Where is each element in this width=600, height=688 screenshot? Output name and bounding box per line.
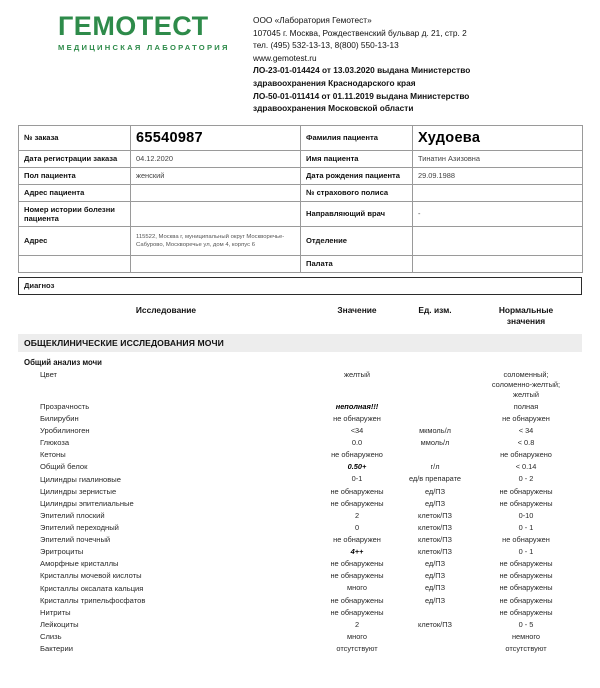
department-label: Отделение xyxy=(301,226,413,255)
result-normal-range: 0 - 2 xyxy=(518,474,534,484)
result-unit xyxy=(400,368,470,400)
result-row xyxy=(18,473,582,485)
brand-name: ГЕМОТЕСТ xyxy=(58,11,209,41)
brand-tagline: МЕДИЦИНСКАЯ ЛАБОРАТОРИЯ xyxy=(58,43,230,53)
first-name-value: Тинатин Азизовна xyxy=(413,150,583,167)
result-normal-range: соломенный; соломенно-желтый; желтый xyxy=(491,369,561,399)
result-test-name: Бактерии xyxy=(40,644,73,654)
result-normal-range: 0 - 1 xyxy=(518,522,534,532)
reg-date-label: Дата регистрации заказа xyxy=(19,150,131,167)
result-normal-range: не обнаружены xyxy=(499,498,553,508)
result-unit: ед/ПЗ xyxy=(424,583,446,593)
org-website: www.gemotest.ru xyxy=(253,52,317,63)
birth-date-value: 29.09.1988 xyxy=(413,167,583,184)
result-unit: мкмоль/л xyxy=(419,426,451,436)
result-row xyxy=(18,498,582,510)
result-value: не обнаружен xyxy=(333,535,381,545)
patient-address-value xyxy=(131,184,301,201)
table-row xyxy=(19,226,583,255)
patient-address-label: Адрес пациента xyxy=(19,184,131,201)
result-value: 2 xyxy=(354,619,360,629)
result-row xyxy=(18,368,582,400)
result-value: <34 xyxy=(350,426,364,436)
result-normal-range: не обнаружены xyxy=(499,583,553,593)
result-unit: ммоль/л xyxy=(420,438,450,448)
result-value: желтый xyxy=(344,369,370,379)
org-address: 107045 г. Москва, Рождественский бульвар д. 21, стр. 2 xyxy=(253,27,467,38)
column-header-unit: Ед. изм. xyxy=(418,304,452,315)
result-row xyxy=(18,619,582,631)
results-section xyxy=(0,304,600,655)
result-unit: ед/ПЗ xyxy=(424,595,446,605)
result-normal-range: 0 - 1 xyxy=(518,547,534,557)
result-normal-range: не обнаружен xyxy=(502,413,550,423)
license-1-authority: здравоохранения Краснодарского края xyxy=(253,78,416,89)
empty-cell-left-value xyxy=(131,255,301,272)
result-normal-range: не обнаружены xyxy=(499,559,553,569)
result-normal-range: не обнаружены xyxy=(499,595,553,605)
result-unit: ед/ПЗ xyxy=(424,498,446,508)
result-row xyxy=(18,631,582,643)
ward-value xyxy=(413,255,583,272)
result-test-name: Прозрачность xyxy=(40,401,90,411)
result-test-name: Эпителий плоский xyxy=(40,510,105,520)
result-row xyxy=(18,425,582,437)
result-row xyxy=(18,449,582,461)
surname-label: Фамилия пациента xyxy=(301,125,413,150)
result-normal-range: < 0.8 xyxy=(517,438,535,448)
results-table xyxy=(18,304,582,655)
result-value: отсутствуют xyxy=(336,644,378,654)
results-body xyxy=(18,334,582,655)
subsection-header-row xyxy=(18,352,582,368)
result-unit xyxy=(400,449,470,461)
result-test-name: Эпителий переходный xyxy=(40,522,119,532)
result-row xyxy=(18,582,582,594)
history-no-value xyxy=(131,201,301,226)
result-value: 0-1 xyxy=(351,474,363,484)
result-row xyxy=(18,401,582,413)
result-row xyxy=(18,461,582,473)
result-test-name: Слизь xyxy=(40,631,62,641)
result-unit: г/л xyxy=(430,462,440,472)
referring-doctor-label: Направляющий врач xyxy=(301,201,413,226)
department-value xyxy=(413,226,583,255)
result-normal-range: не обнаружены xyxy=(499,571,553,581)
result-test-name: Кетоны xyxy=(40,450,66,460)
result-normal-range: < 34 xyxy=(518,426,534,436)
result-row xyxy=(18,437,582,449)
result-test-name: Кристаллы трипельфосфатов xyxy=(40,595,146,605)
result-value-abnormal: 4++ xyxy=(350,547,364,557)
column-header-norm-line2: значения xyxy=(506,315,546,326)
result-unit: клеток/ПЗ xyxy=(418,522,452,532)
result-unit xyxy=(400,413,470,425)
result-row xyxy=(18,510,582,522)
result-row xyxy=(18,607,582,619)
result-unit: клеток/ПЗ xyxy=(418,619,452,629)
result-unit xyxy=(400,643,470,655)
org-phone: тел. (495) 532-13-13, 8(800) 550-13-13 xyxy=(253,40,399,51)
result-value: не обнаружены xyxy=(330,559,384,569)
org-legal-name: ООО «Лаборатория Гемотест» xyxy=(253,15,372,25)
table-row xyxy=(19,255,583,272)
surname-value: Худоева xyxy=(413,125,583,150)
patient-info-table xyxy=(18,125,583,273)
subsection-title: Общий анализ мочи xyxy=(24,358,102,368)
result-test-name: Кристаллы оксалата кальция xyxy=(40,583,144,593)
result-value: 2 xyxy=(354,510,360,520)
reg-date-value: 04.12.2020 xyxy=(131,150,301,167)
section-title: ОБЩЕКЛИНИЧЕСКИЕ ИССЛЕДОВАНИЯ МОЧИ xyxy=(18,334,582,352)
result-normal-range: 0-10 xyxy=(518,510,534,520)
result-value: 0.0 xyxy=(351,438,363,448)
result-value: не обнаружены xyxy=(330,607,384,617)
result-test-name: Эпителий почечный xyxy=(40,535,111,545)
order-no-label: № заказа xyxy=(19,125,131,150)
result-normal-range: 0 - 5 xyxy=(518,619,534,629)
result-test-name: Глюкоза xyxy=(40,438,70,448)
sex-label: Пол пациента xyxy=(19,167,131,184)
result-value: не обнаружены xyxy=(330,571,384,581)
result-unit: клеток/ПЗ xyxy=(418,547,452,557)
result-normal-range: не обнаружены xyxy=(499,486,553,496)
policy-no-value xyxy=(413,184,583,201)
column-header-test: Исследование xyxy=(135,304,197,315)
result-normal-range: не обнаружены xyxy=(499,607,553,617)
result-value: 0 xyxy=(354,522,360,532)
result-test-name: Эритроциты xyxy=(40,547,84,557)
result-normal-range: полная xyxy=(513,401,539,411)
result-unit: клеток/ПЗ xyxy=(418,535,452,545)
policy-no-label: № страхового полиса xyxy=(301,184,413,201)
result-unit xyxy=(400,607,470,619)
result-row xyxy=(18,522,582,534)
table-row xyxy=(19,150,583,167)
address-value: 115522, Москва г, муниципальный округ Москворечье-Сабурово, Москворечье ул, дом 4, корпус 6 xyxy=(131,226,301,255)
results-header-row xyxy=(18,304,582,335)
result-unit: ед/ПЗ xyxy=(424,486,446,496)
result-test-name: Кристаллы мочевой кислоты xyxy=(40,571,142,581)
column-header-norm xyxy=(470,304,582,335)
section-header-row xyxy=(18,334,582,352)
result-test-name: Цвет xyxy=(40,369,58,379)
result-value-abnormal: 0.50+ xyxy=(347,462,367,472)
license-2-number: ЛО-50-01-011414 от 01.11.2019 выдана Министерство xyxy=(253,90,470,101)
history-no-label: Номер истории болезни пациента xyxy=(19,201,131,226)
result-row xyxy=(18,486,582,498)
result-row xyxy=(18,558,582,570)
result-normal-range: < 0.14 xyxy=(515,462,537,472)
result-value: не обнаружен xyxy=(333,413,381,423)
result-unit: ед/ПЗ xyxy=(424,571,446,581)
result-row xyxy=(18,546,582,558)
result-normal-range: немного xyxy=(511,631,541,641)
organization-info xyxy=(245,12,600,115)
table-row xyxy=(19,125,583,150)
empty-cell-left xyxy=(19,255,131,272)
patient-info-section xyxy=(0,121,600,273)
result-unit xyxy=(400,401,470,413)
order-no-value: 65540987 xyxy=(131,125,301,150)
result-test-name: Нитриты xyxy=(40,607,71,617)
result-test-name: Лейкоциты xyxy=(40,619,79,629)
address-label: Адрес xyxy=(19,226,131,255)
result-test-name: Цилиндры зернистые xyxy=(40,486,117,496)
result-unit: ед/ПЗ xyxy=(424,559,446,569)
result-normal-range: не обнаружено xyxy=(500,450,552,460)
result-value: не обнаружены xyxy=(330,498,384,508)
result-row xyxy=(18,643,582,655)
result-test-name: Цилиндры гиалиновые xyxy=(40,474,121,484)
result-test-name: Цилиндры эпителиальные xyxy=(40,498,134,508)
sex-value: женский xyxy=(131,167,301,184)
result-test-name: Общий белок xyxy=(40,462,88,472)
brand-logo xyxy=(0,12,245,52)
result-row xyxy=(18,594,582,606)
table-row xyxy=(19,201,583,226)
license-1-number: ЛО-23-01-014424 от 13.03.2020 выдана Министерство xyxy=(253,65,471,76)
ward-label: Палата xyxy=(301,255,413,272)
table-row xyxy=(19,167,583,184)
table-row xyxy=(19,184,583,201)
result-value-abnormal: неполная!!! xyxy=(335,401,379,411)
column-header-value: Значение xyxy=(337,304,377,315)
first-name-label: Имя пациента xyxy=(301,150,413,167)
diagnosis-label: Диагноз xyxy=(24,281,55,291)
result-normal-range: отсутствуют xyxy=(505,644,547,654)
result-normal-range: не обнаружен xyxy=(502,535,550,545)
result-value: не обнаружены xyxy=(330,486,384,496)
result-unit: ед/в препарате xyxy=(408,474,462,484)
result-row xyxy=(18,534,582,546)
result-test-name: Аморфные кристаллы xyxy=(40,559,119,569)
referring-doctor-value: - xyxy=(413,201,583,226)
report-header xyxy=(0,0,600,121)
column-header-norm-line1: Нормальные xyxy=(498,304,554,315)
result-value: много xyxy=(347,631,367,641)
result-row xyxy=(18,570,582,582)
result-value: не обнаружены xyxy=(330,595,384,605)
result-unit xyxy=(400,631,470,643)
result-value: много xyxy=(347,583,367,593)
result-value: не обнаружено xyxy=(331,450,383,460)
license-2-authority: здравоохранения Московской области xyxy=(253,103,414,114)
result-unit: клеток/ПЗ xyxy=(418,510,452,520)
diagnosis-box xyxy=(18,277,582,295)
result-row xyxy=(18,413,582,425)
result-test-name: Уробилиноген xyxy=(40,426,90,436)
result-test-name: Билирубин xyxy=(40,413,79,423)
birth-date-label: Дата рождения пациента xyxy=(301,167,413,184)
